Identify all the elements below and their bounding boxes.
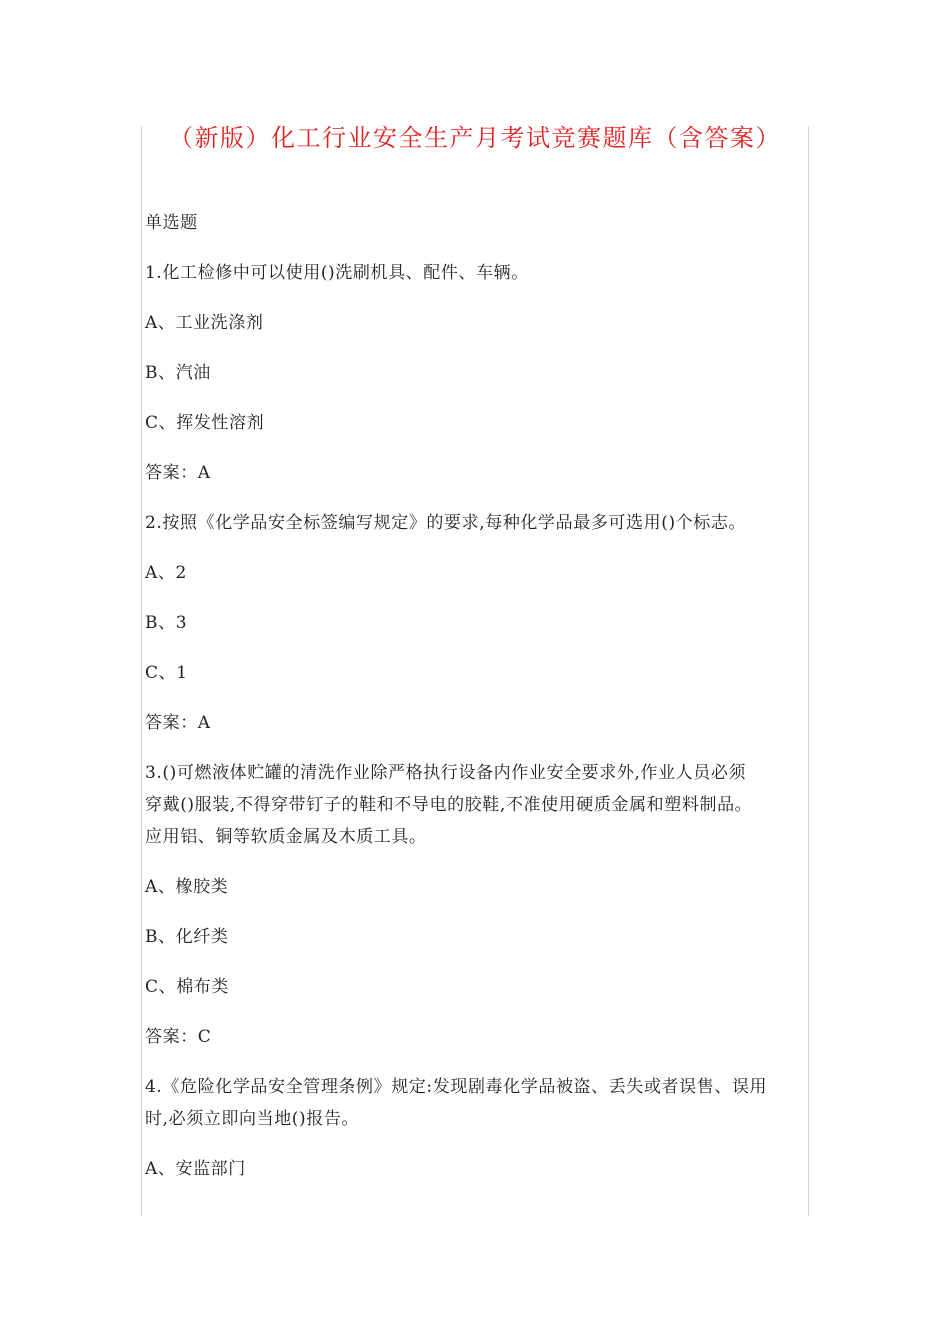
answer-option: A、2	[145, 563, 187, 583]
question-stem	[145, 757, 810, 853]
document-title: （新版）化工行业安全生产月考试竞赛题库（含答案）	[169, 124, 781, 152]
question-stem	[145, 257, 810, 289]
question-stem-line: 时,必须立即向当地()报告。	[145, 1109, 360, 1129]
question-block	[145, 757, 810, 1053]
question-stem-line: 4.《危险化学品安全管理条例》规定:发现剧毒化学品被盗、丢失或者误售、误用	[145, 1077, 768, 1097]
section-heading: 单选题	[145, 213, 198, 233]
answer-option: B、化纤类	[145, 927, 229, 947]
answer-option: C、1	[145, 663, 188, 683]
correct-answer: 答案：A	[145, 713, 211, 733]
question-block	[145, 507, 810, 739]
answer-option: A、橡胶类	[145, 877, 229, 897]
page-border-left	[141, 126, 142, 1216]
question-block	[145, 1071, 810, 1185]
question-stem-line: 1.化工检修中可以使用()洗刷机具、配件、车辆。	[145, 263, 529, 283]
answer-option: C、棉布类	[145, 977, 230, 997]
question-block	[145, 257, 810, 489]
answer-option: B、汽油	[145, 363, 211, 383]
correct-answer: 答案：A	[145, 463, 211, 483]
answer-option: A、工业洗涤剂	[145, 313, 264, 333]
question-stem	[145, 507, 810, 539]
question-stem-line: 3.()可燃液体贮罐的清洗作业除严格执行设备内作业安全要求外,作业人员必须	[145, 763, 747, 783]
correct-answer: 答案：C	[145, 1027, 212, 1047]
question-stem-line: 应用铝、铜等软质金属及木质工具。	[145, 827, 427, 847]
document-body	[145, 207, 810, 1203]
question-stem	[145, 1071, 810, 1135]
answer-option: A、安监部门	[145, 1159, 246, 1179]
answer-option: B、3	[145, 613, 188, 633]
question-stem-line: 2.按照《化学品安全标签编写规定》的要求,每种化学品最多可选用()个标志。	[145, 513, 747, 533]
answer-option: C、挥发性溶剂	[145, 413, 265, 433]
question-stem-line: 穿戴()服装,不得穿带钉子的鞋和不导电的胶鞋,不准使用硬质金属和塑料制品。	[145, 795, 753, 815]
